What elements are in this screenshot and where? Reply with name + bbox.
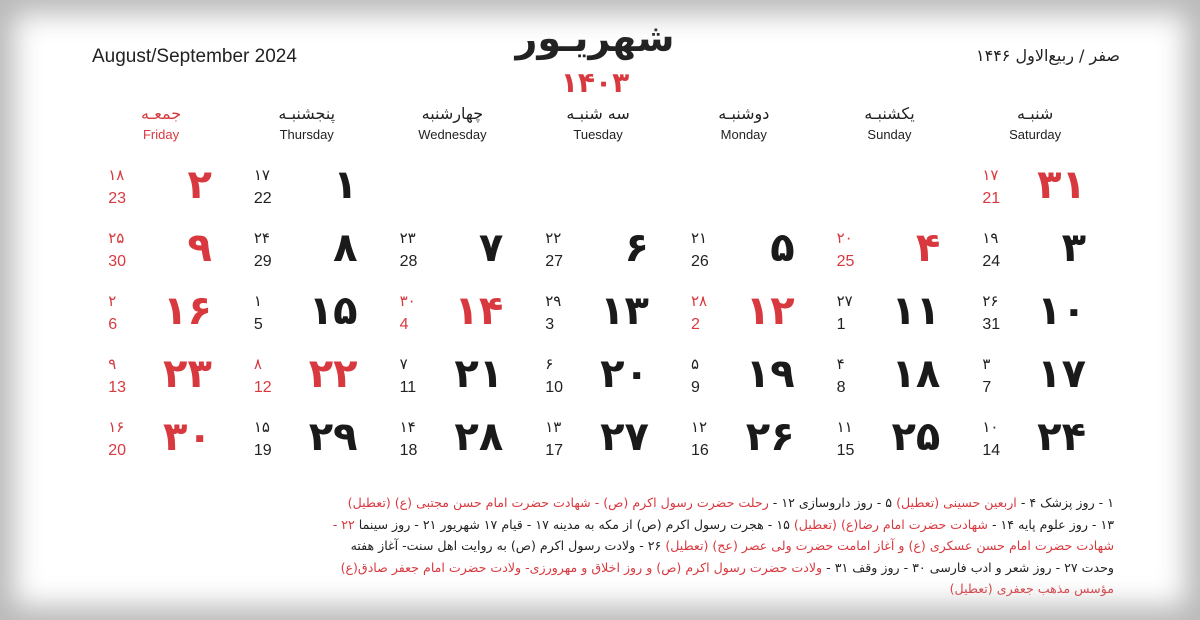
hijri-day-number: ۴	[836, 355, 845, 373]
weekday-persian-label: پنجشنبـه	[278, 104, 336, 123]
weekday-saturday	[962, 104, 1108, 142]
occasion-line	[86, 492, 1114, 514]
occasions-list	[86, 492, 1114, 600]
hijri-day-number: ۱۱	[836, 418, 853, 436]
occasion-text: وحدت ۲۷ - روز شعر و ادب فارسی ۳۰ - روز وقف ۳۱ -	[822, 559, 1114, 575]
gregorian-day-number: 17	[545, 442, 564, 459]
day-cell[interactable]	[525, 286, 671, 349]
persian-day-number: ۱۱	[891, 288, 941, 334]
weekday-persian-label: چهارشنبه	[421, 104, 484, 123]
persian-year: ۱۴۰۳	[560, 66, 630, 99]
persian-day-number: ۶	[624, 225, 649, 271]
gregorian-day-number: 8	[836, 379, 846, 396]
occasion-text: ۱ - روز پزشک ۴ -	[1016, 495, 1114, 510]
persian-day-number: ۲۳	[163, 351, 212, 397]
weekday-monday	[671, 104, 817, 142]
day-cell[interactable]	[671, 349, 817, 412]
gregorian-day-number: 30	[108, 253, 126, 270]
week-row	[88, 286, 1108, 349]
gregorian-day-number: 6	[108, 316, 118, 333]
day-cell[interactable]	[234, 160, 380, 223]
weekday-english-label: Monday	[720, 127, 767, 142]
weekday-persian-label: جمعـه	[140, 104, 182, 123]
day-cell[interactable]	[380, 286, 526, 349]
persian-day-number: ۲	[187, 162, 212, 208]
empty-cell	[380, 160, 526, 223]
occasion-text: ۵ - روز داروسازی ۱۲ -	[768, 495, 897, 510]
persian-day-number: ۲۷	[600, 414, 649, 460]
gregorian-day-number: 27	[545, 253, 564, 270]
hijri-day-number: ۱۷	[982, 166, 999, 184]
weekday-sunday	[817, 104, 963, 142]
hijri-day-number: ۱۸	[108, 166, 125, 184]
gregorian-day-number: 16	[690, 442, 709, 459]
day-cell[interactable]	[88, 349, 234, 412]
hijri-day-number: ۱۲	[690, 418, 708, 436]
gregorian-day-number: 28	[399, 253, 418, 270]
gregorian-day-number: 11	[399, 379, 417, 396]
gregorian-day-number: 23	[108, 190, 126, 207]
hijri-day-number: ۲۱	[690, 229, 708, 247]
weekday-english-label: Thursday	[279, 127, 334, 142]
day-cell[interactable]	[234, 286, 380, 349]
hijri-day-number: ۱۵	[253, 418, 270, 436]
persian-day-number: ۲۰	[600, 351, 649, 397]
weekday-english-label: Friday	[142, 127, 180, 142]
hijri-day-number: ۹	[108, 355, 117, 373]
hijri-day-number: ۲۰	[836, 229, 853, 247]
holiday-text: اربعین حسینی (تعطیل)	[896, 495, 1017, 510]
persian-day-number: ۱۷	[1037, 351, 1086, 397]
persian-day-number: ۲۵	[891, 414, 941, 460]
occasion-text: ۲۶ - ولادت رسول اکرم (ص) به روایت اهل سنت- آغاز هفته	[350, 538, 666, 553]
hijri-day-number: ۲۵	[108, 229, 125, 247]
gregorian-day-number: 10	[545, 379, 564, 396]
hijri-day-number: ۷	[399, 355, 408, 373]
gregorian-day-number: 5	[253, 316, 263, 333]
persian-day-number: ۱۴	[454, 288, 504, 334]
holiday-text: ولادت حضرت رسول اکرم (ص) و روز اخلاق و مهرورزی- ولادت حضرت امام جعفر صادق(ع)	[340, 559, 823, 575]
day-cell[interactable]	[88, 286, 234, 349]
hijri-day-number: ۱۷	[253, 166, 270, 184]
weekday-english-label: Sunday	[867, 127, 912, 142]
persian-day-number: ۱۶	[163, 288, 212, 334]
weekday-english-label: Tuesday	[573, 127, 623, 142]
persian-day-number: ۴	[915, 225, 941, 271]
weekday-persian-label: یکشنبـه	[864, 104, 915, 123]
day-cell[interactable]	[671, 412, 817, 475]
day-cell[interactable]	[962, 286, 1108, 349]
persian-day-number: ۱۹	[745, 351, 795, 397]
gregorian-day-number: 29	[253, 253, 272, 270]
holiday-text: شهادت حضرت امام رضا(ع) (تعطیل)	[793, 516, 988, 532]
calendar-grid	[88, 160, 1108, 475]
occasion-line	[86, 514, 1114, 536]
hijri-day-number: ۲۶	[982, 292, 999, 310]
weekday-wednesday	[380, 104, 526, 142]
persian-day-number: ۳	[1061, 225, 1086, 271]
gregorian-day-number: 15	[836, 442, 855, 459]
holiday-text: ۲۲ -	[332, 516, 355, 532]
hijri-day-number: ۵	[690, 355, 699, 373]
hijri-day-number: ۸	[253, 355, 262, 373]
week-row	[88, 223, 1108, 286]
holiday-text: مؤسس مذهب جعفری (تعطیل)	[949, 581, 1114, 596]
persian-day-number: ۹	[187, 225, 212, 271]
day-cell[interactable]	[525, 349, 671, 412]
gregorian-day-number: 19	[253, 442, 272, 459]
day-cell[interactable]	[817, 286, 963, 349]
day-cell[interactable]	[817, 412, 963, 475]
gregorian-day-number: 4	[399, 316, 409, 333]
persian-day-number: ۸	[333, 225, 358, 271]
day-cell[interactable]	[234, 412, 380, 475]
persian-day-number: ۲۸	[454, 414, 504, 460]
gregorian-day-number: 18	[399, 442, 418, 459]
gregorian-day-number: 12	[253, 379, 272, 396]
hijri-day-number: ۳۰	[399, 292, 416, 310]
week-row	[88, 349, 1108, 412]
hijri-day-number: ۳	[982, 355, 991, 373]
holiday-text: رحلت حضرت رسول اکرم (ص) - شهادت حضرت امام حسن مجتبی (ع) (تعطیل)	[347, 495, 769, 510]
day-cell[interactable]	[817, 223, 963, 286]
persian-day-number: ۲۶	[745, 414, 795, 460]
day-cell[interactable]	[234, 223, 380, 286]
day-cell[interactable]	[380, 223, 526, 286]
persian-day-number: ۱	[333, 162, 358, 208]
weekday-persian-label: شنبـه	[1016, 104, 1054, 123]
gregorian-day-number: 2	[690, 316, 700, 333]
weekday-header	[88, 104, 1108, 142]
persian-day-number: ۲۹	[308, 414, 358, 460]
empty-cell	[817, 160, 963, 223]
persian-day-number: ۳۰	[163, 414, 212, 460]
hijri-month-title: صفر / ربیع‌الاول ۱۴۴۶	[976, 46, 1120, 65]
day-cell[interactable]	[671, 286, 817, 349]
gregorian-day-number: 13	[108, 379, 126, 396]
hijri-day-number: ۱۳	[545, 418, 562, 436]
gregorian-day-number: 25	[836, 253, 855, 270]
hijri-day-number: ۲	[108, 292, 117, 310]
empty-cell	[525, 160, 671, 223]
gregorian-day-number: 3	[545, 316, 555, 333]
holiday-text: شهادت حضرت امام حسن عسکری (ع) و آغاز امامت حضرت ولی عصر (عج) (تعطیل)	[665, 538, 1114, 553]
persian-day-number: ۲۲	[308, 351, 358, 397]
day-cell[interactable]	[380, 412, 526, 475]
week-row	[88, 412, 1108, 475]
persian-month-title: شهریـور	[515, 16, 675, 60]
persian-day-number: ۲۴	[1037, 414, 1086, 460]
day-cell[interactable]	[962, 160, 1108, 223]
persian-day-number: ۳۱	[1037, 162, 1086, 208]
day-cell[interactable]	[88, 223, 234, 286]
hijri-day-number: ۲۸	[690, 292, 708, 310]
hijri-day-number: ۱۰	[982, 418, 999, 436]
week-row	[88, 160, 1108, 223]
gregorian-day-number: 20	[108, 442, 126, 459]
day-cell[interactable]	[88, 412, 234, 475]
hijri-day-number: ۱	[253, 292, 262, 310]
day-cell[interactable]	[817, 349, 963, 412]
weekday-english-label: Wednesday	[418, 127, 487, 142]
gregorian-day-number: 7	[982, 379, 992, 396]
persian-day-number: ۷	[478, 225, 504, 271]
hijri-day-number: ۲۹	[545, 292, 562, 310]
weekday-persian-label: سه شنبـه	[566, 104, 630, 123]
hijri-day-number: ۲۷	[836, 292, 853, 310]
hijri-day-number: ۲۳	[399, 229, 416, 247]
occasion-text: ۱۵ - هجرت رسول اکرم (ص) از مکه به مدینه ۱۷ - قیام ۱۷ شهریور ۲۱ - روز سینما	[354, 516, 794, 532]
persian-day-number: ۱۲	[745, 288, 795, 334]
occasion-line	[86, 578, 1114, 600]
hijri-day-number: ۶	[545, 355, 554, 373]
hijri-day-number: ۲۲	[545, 229, 562, 247]
day-cell[interactable]	[962, 223, 1108, 286]
day-cell[interactable]	[234, 349, 380, 412]
occasion-text: ۱۳ - روز علوم پایه ۱۴ -	[987, 516, 1114, 532]
gregorian-month-title: August/September 2024	[92, 46, 297, 67]
gregorian-day-number: 21	[982, 190, 1001, 207]
day-cell[interactable]	[88, 160, 234, 223]
gregorian-day-number: 9	[690, 379, 700, 396]
weekday-tuesday	[525, 104, 671, 142]
persian-day-number: ۱۵	[308, 288, 358, 334]
hijri-day-number: ۲۴	[253, 229, 270, 247]
weekday-thursday	[234, 104, 380, 142]
persian-day-number: ۱۸	[891, 351, 941, 397]
gregorian-day-number: 24	[982, 253, 1001, 270]
day-cell[interactable]	[525, 223, 671, 286]
hijri-day-number: ۱۴	[399, 418, 416, 436]
day-cell[interactable]	[671, 223, 817, 286]
day-cell[interactable]	[962, 412, 1108, 475]
gregorian-day-number: 31	[982, 316, 1001, 333]
persian-day-number: ۵	[770, 225, 795, 271]
empty-cell	[671, 160, 817, 223]
weekday-english-label: Saturday	[1009, 127, 1062, 142]
gregorian-day-number: 1	[836, 316, 846, 333]
occasion-line	[86, 535, 1114, 557]
occasion-line	[86, 557, 1114, 579]
hijri-day-number: ۱۶	[108, 418, 125, 436]
day-cell[interactable]	[962, 349, 1108, 412]
weekday-persian-label: دوشنبـه	[718, 104, 770, 123]
gregorian-day-number: 22	[253, 190, 272, 207]
gregorian-day-number: 26	[690, 253, 709, 270]
persian-day-number: ۱۰	[1037, 288, 1086, 334]
gregorian-day-number: 14	[982, 442, 1001, 459]
day-cell[interactable]	[525, 412, 671, 475]
day-cell[interactable]	[380, 349, 526, 412]
hijri-day-number: ۱۹	[982, 229, 999, 247]
weekday-friday	[88, 104, 234, 142]
persian-day-number: ۱۳	[600, 288, 649, 334]
persian-day-number: ۲۱	[454, 351, 504, 397]
